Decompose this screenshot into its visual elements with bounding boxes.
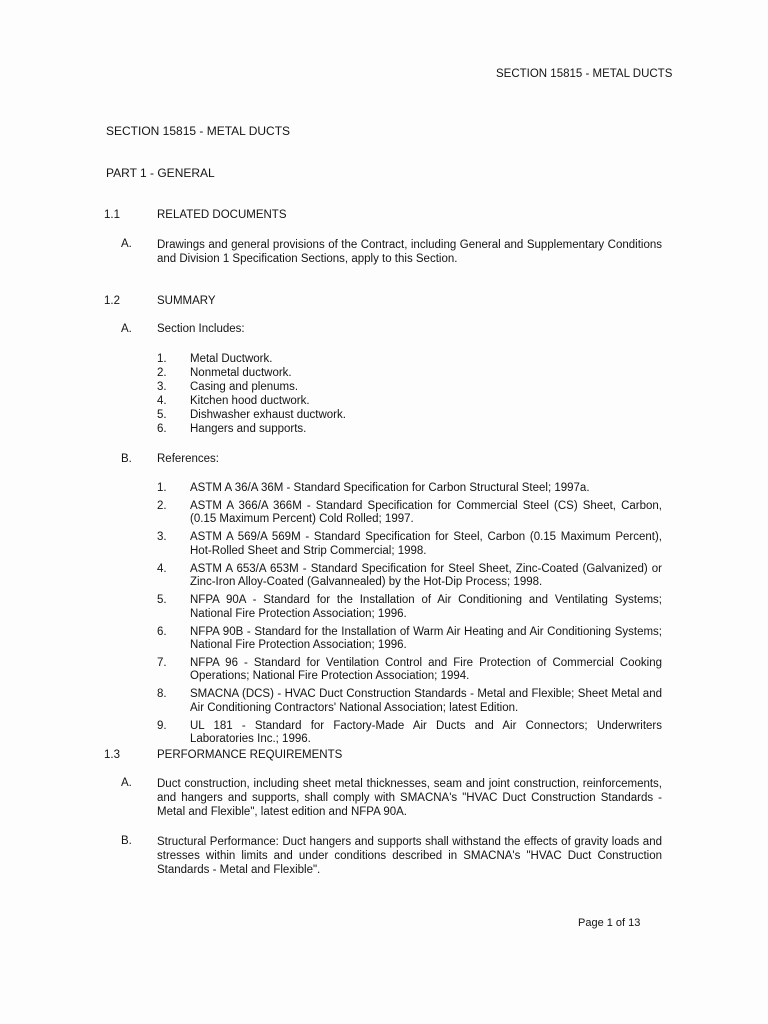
section-includes-list: [157, 352, 346, 436]
section-number-1-2: 1.2: [104, 295, 120, 307]
list-item: 3. Casing and plenums.: [157, 381, 299, 393]
item-letter-a: A.: [121, 238, 132, 250]
list-item: 1. Metal Ductwork.: [157, 353, 273, 365]
list-item: 4. ASTM A 653/A 653M - Standard Specification for Steel Sheet, Zinc-Coated (Galvanized) or Zinc-Iron Alloy-Coated (Galvannealed) by the Hot-Dip Process; 1998.: [157, 562, 662, 589]
list-item: 6. NFPA 90B - Standard for the Installation of Warm Air Heating and Air Conditioning Systems; National Fire Protection Association; 1996.: [157, 625, 662, 652]
item-letter-b: B.: [121, 835, 132, 847]
item-letter-b: B.: [121, 453, 132, 465]
section-heading-performance-requirements: PERFORMANCE REQUIREMENTS: [157, 749, 343, 761]
duct-construction-paragraph: Duct construction, including sheet metal thicknesses, seam and joint construction, reinforcements, and hangers and supports, shall comply with SMACNA's "HVAC Duct Construction Standards - Metal and Flexible", latest edition and NFPA 90A.: [157, 778, 662, 818]
section-heading-summary: SUMMARY: [157, 295, 216, 307]
list-item: 7. NFPA 96 - Standard for Ventilation Control and Fire Protection of Commercial Cooking Operations; National Fire Protection Association; 1994.: [157, 657, 662, 683]
section-number-1-3: 1.3: [104, 749, 120, 761]
section-heading-related-documents: RELATED DOCUMENTS: [157, 209, 287, 221]
section-title: SECTION 15815 - METAL DUCTS: [106, 124, 291, 138]
list-item: 5. NFPA 90A - Standard for the Installation of Air Conditioning and Ventilating Systems; National Fire Protection Association; 1996.: [157, 594, 662, 620]
item-letter-a: A.: [121, 323, 132, 335]
list-item: 5. Dishwasher exhaust ductwork.: [157, 409, 346, 421]
part-heading: PART 1 - GENERAL: [106, 166, 215, 180]
item-letter-a: A.: [121, 777, 132, 789]
page-number: Page 1 of 13: [578, 917, 641, 929]
list-item: 2. Nonmetal ductwork.: [157, 367, 292, 379]
list-item: 1. ASTM A 36/A 36M - Standard Specification for Carbon Structural Steel; 1997a.: [157, 482, 590, 494]
list-item: 6. Hangers and supports.: [157, 423, 307, 435]
list-item: 9. UL 181 - Standard for Factory-Made Air Ducts and Air Connectors; Underwriters Laboratories Inc.; 1996.: [157, 719, 662, 746]
list-item: 8. SMACNA (DCS) - HVAC Duct Construction Standards - Metal and Flexible; Sheet Metal and Air Conditioning Contractors' National Association; latest Edition.: [157, 688, 662, 714]
references-label: References:: [157, 453, 220, 465]
section-number-1-1: 1.1: [104, 209, 120, 221]
references-list: [157, 482, 662, 751]
list-item: 3. ASTM A 569/A 569M - Standard Specification for Steel, Carbon (0.15 Maximum Percent), Hot-Rolled Sheet and Strip Commercial; 1998.: [157, 531, 662, 557]
related-documents-paragraph: Drawings and general provisions of the Contract, including General and Supplementary Conditions and Division 1 Specification Sections, apply to this Section.: [157, 239, 662, 265]
running-header: SECTION 15815 - METAL DUCTS: [496, 68, 673, 80]
list-item: 4. Kitchen hood ductwork.: [157, 395, 310, 407]
section-includes-label: Section Includes:: [157, 323, 245, 335]
structural-performance-paragraph: Structural Performance: Duct hangers and supports shall withstand the effects of gravity loads and stresses within limits and under conditions described in SMACNA's "HVAC Duct Construction Standards - Metal and Flexible".: [157, 836, 662, 876]
list-item: 2. ASTM A 366/A 366M - Standard Specification for Commercial Steel (CS) Sheet, Carbon, (0.15 Maximum Percent) Cold Rolled; 1997.: [157, 500, 662, 526]
